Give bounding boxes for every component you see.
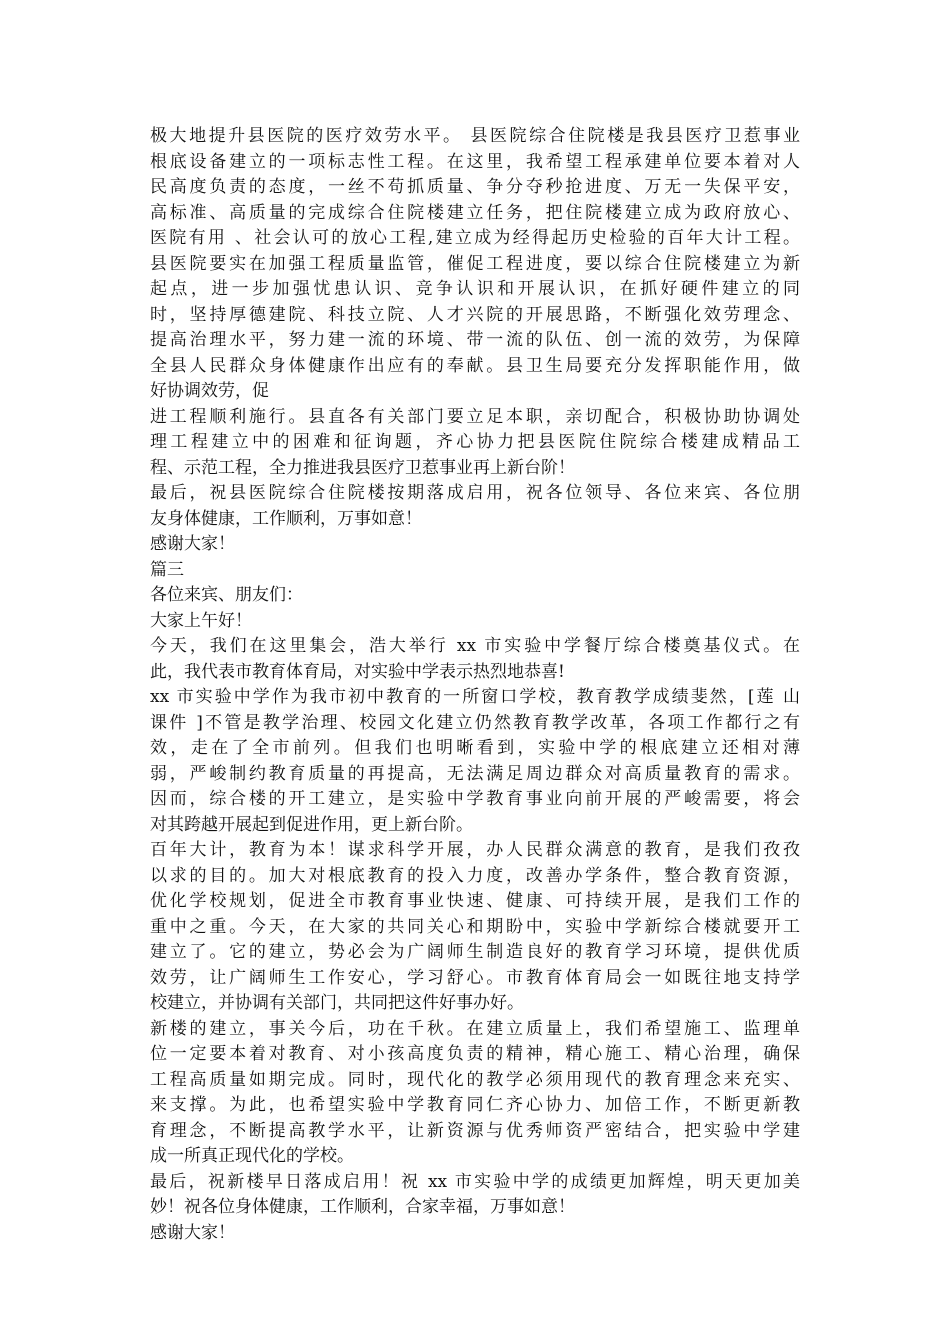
text-line: 理工程建立中的困难和征询题，齐心协力把县医院住院综合楼建成精品工 [150, 432, 800, 452]
text-line: 各位来宾、朋友们： [150, 585, 303, 605]
text-line: 最后，祝新楼早日落成启用！祝 xx 市实验中学的成绩更加辉煌，明天更加美 [150, 1171, 800, 1192]
text-line: 医院有用 、社会认可的放心工程,建立成为经得起历史检验的百年大计工程。 [150, 228, 800, 248]
text-line: 极大地提升县医院的医疗效劳水平。 县医院综合住院楼是我县医疗卫惹事业 [150, 126, 800, 146]
text-line: 民高度负责的态度，一丝不苟抓质量、争分夺秒抢进度、万无一失保平安， [150, 177, 800, 197]
text-line: 来支撑。为此，也希望实验中学教育同仁齐心协力、加倍工作，不断更新教 [150, 1095, 800, 1115]
text-line: 因而，综合楼的开工建立，是实验中学教育事业向前开展的严峻需要，将会 [150, 789, 800, 809]
text-line: 育理念，不断提高教学水平，让新资源与优秀师资严密结合，把实验中学建 [150, 1120, 800, 1141]
text-line: 优化学校规划，促进全市教育事业快速、健康、可持续开展，是我们工作的 [150, 891, 800, 911]
text-line: 程、示范工程，全力推进我县医疗卫惹事业再上新台阶！ [150, 457, 575, 478]
text-line: 好协调效劳，促 [150, 381, 269, 401]
text-line: 县医院要实在加强工程质量监管，催促工程进度，要以综合住院楼建立为新 [150, 253, 800, 274]
text-line: 全县人民群众身体健康作出应有的奉献。县卫生局要充分发挥职能作用，做 [150, 355, 800, 376]
text-line: 工程高质量如期完成。同时，现代化的教学必须用现代的教育理念来充实、 [150, 1069, 800, 1090]
text-line: 高标准、高质量的完成综合住院楼建立任务，把住院楼建立成为政府放心、 [150, 202, 800, 223]
text-line: 进工程顺利施行。县直各有关部门要立足本职，亲切配合，积极协助协调处 [150, 406, 800, 427]
text-line: 友身体健康，工作顺利，万事如意！ [150, 508, 422, 529]
document-body [150, 124, 800, 1246]
text-line: 新楼的建立，事关今后，功在千秋。在建立质量上，我们希望施工、监理单 [150, 1018, 800, 1039]
text-line: 提高治理水平，努力建一流的环境、带一流的队伍、创一流的效劳，为保障 [150, 330, 800, 350]
text-line: 重中之重。今天，在大家的共同关心和期盼中，实验中学新综合楼就要开工 [150, 916, 800, 937]
text-line: 课件 ]不管是教学治理、校园文化建立仍然教育教学改革，各项工作都行之有 [150, 712, 800, 733]
text-line: 妙！祝各位身体健康，工作顺利，合家幸福，万事如意！ [150, 1197, 575, 1217]
text-line: 今天，我们在这里集会，浩大举行 xx 市实验中学餐厅综合楼奠基仪式。在 [150, 636, 800, 656]
text-line: 校建立，并协调有关部门，共同把这件好事办好。 [150, 993, 524, 1013]
text-line: 成一所真正现代化的学校。 [150, 1146, 354, 1166]
text-line: 根底设备建立的一项标志性工程。在这里，我希望工程承建单位要本着对人 [150, 151, 800, 172]
text-line: 最后，祝县医院综合住院楼按期落成启用，祝各位领导、各位来宾、各位朋 [150, 483, 800, 503]
text-line: 对其跨越开展起到促进作用，更上新台阶。 [150, 814, 473, 835]
text-line: 弱，严峻制约教育质量的再提高，无法满足周边群众对高质量教育的需求。 [150, 763, 800, 784]
text-line: 感谢大家！ [150, 534, 235, 554]
text-line: 大家上午好！ [150, 610, 252, 631]
text-line: 起点，进一步加强忧患认识、竞争认识和开展认识，在抓好硬件建立的同 [150, 279, 800, 299]
text-line: 时，坚持厚德建院、科技立院、人才兴院的开展思路，不断强化效劳理念、 [150, 304, 800, 325]
text-line: 感谢大家！ [150, 1222, 235, 1243]
text-line: 效，走在了全市前列。但我们也明晰看到，实验中学的根底建立还相对薄 [150, 738, 800, 758]
text-line: 效劳，让广阔师生工作安心，学习舒心。市教育体育局会一如既往地支持学 [150, 967, 800, 988]
text-line: 此，我代表市教育体育局，对实验中学表示热烈地恭喜! [150, 661, 565, 682]
text-line: 建立了。它的建立，势必会为广阔师生制造良好的教育学习环境，提供优质 [150, 942, 800, 962]
text-line: 百年大计，教育为本！谋求科学开展，办人民群众满意的教育，是我们孜孜 [150, 840, 800, 860]
section-heading: 篇三 [150, 559, 184, 580]
text-line: 位一定要本着对教育、对小孩高度负责的精神，精心施工、精心治理，确保 [150, 1044, 800, 1064]
text-line: 以求的目的。加大对根底教育的投入力度，改善办学条件，整合教育资源， [150, 865, 800, 886]
text-line: xx 市实验中学作为我市初中教育的一所窗口学校，教育教学成绩斐然，[莲 山 [150, 687, 800, 707]
